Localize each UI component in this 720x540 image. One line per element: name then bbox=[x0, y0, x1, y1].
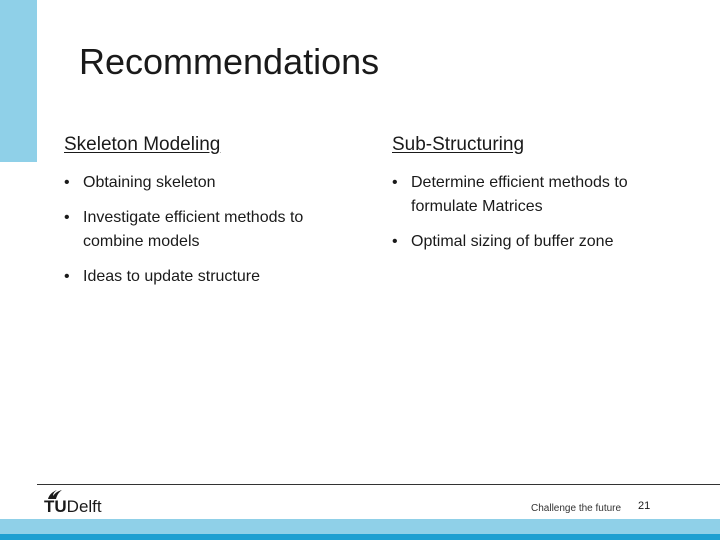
bullet-text: Determine efficient methods to formulate Matrices bbox=[411, 174, 628, 215]
bullet-text: Obtaining skeleton bbox=[83, 174, 216, 191]
bottom-accent-stripe bbox=[0, 534, 720, 540]
left-column-heading: Skeleton Modeling bbox=[64, 134, 221, 155]
bullet-dot-icon: • bbox=[64, 174, 70, 191]
bullet-item bbox=[64, 206, 304, 254]
left-column bbox=[64, 133, 304, 300]
footer-tagline: Challenge the future bbox=[531, 503, 622, 514]
slide-title: Recommendations bbox=[79, 41, 380, 82]
bullet-item bbox=[64, 265, 304, 289]
bullet-dot-icon: • bbox=[392, 233, 398, 250]
bullet-text: Ideas to update structure bbox=[83, 268, 260, 285]
bullet-text: Investigate efficient methods to combine models bbox=[83, 209, 304, 250]
right-column-heading: Sub-Structuring bbox=[392, 134, 525, 155]
bullet-dot-icon: • bbox=[64, 268, 70, 285]
bullet-item bbox=[392, 171, 632, 219]
tu-delft-logo bbox=[44, 488, 124, 518]
page-number: 21 bbox=[638, 500, 651, 512]
bullet-dot-icon: • bbox=[64, 209, 70, 226]
left-accent-bar bbox=[0, 0, 37, 162]
right-bullet-list bbox=[392, 171, 632, 254]
left-bullet-list bbox=[64, 171, 304, 289]
bullet-item bbox=[392, 230, 632, 254]
logo-wordmark bbox=[44, 497, 102, 517]
bullet-item bbox=[64, 171, 304, 195]
footer-divider bbox=[37, 484, 720, 485]
bullet-text: Optimal sizing of buffer zone bbox=[411, 233, 614, 250]
right-column bbox=[392, 133, 632, 265]
logo-tu-text: TU bbox=[44, 497, 67, 516]
logo-delft-text: Delft bbox=[66, 497, 102, 516]
bullet-dot-icon: • bbox=[392, 174, 398, 191]
bottom-accent-bar bbox=[0, 519, 720, 540]
